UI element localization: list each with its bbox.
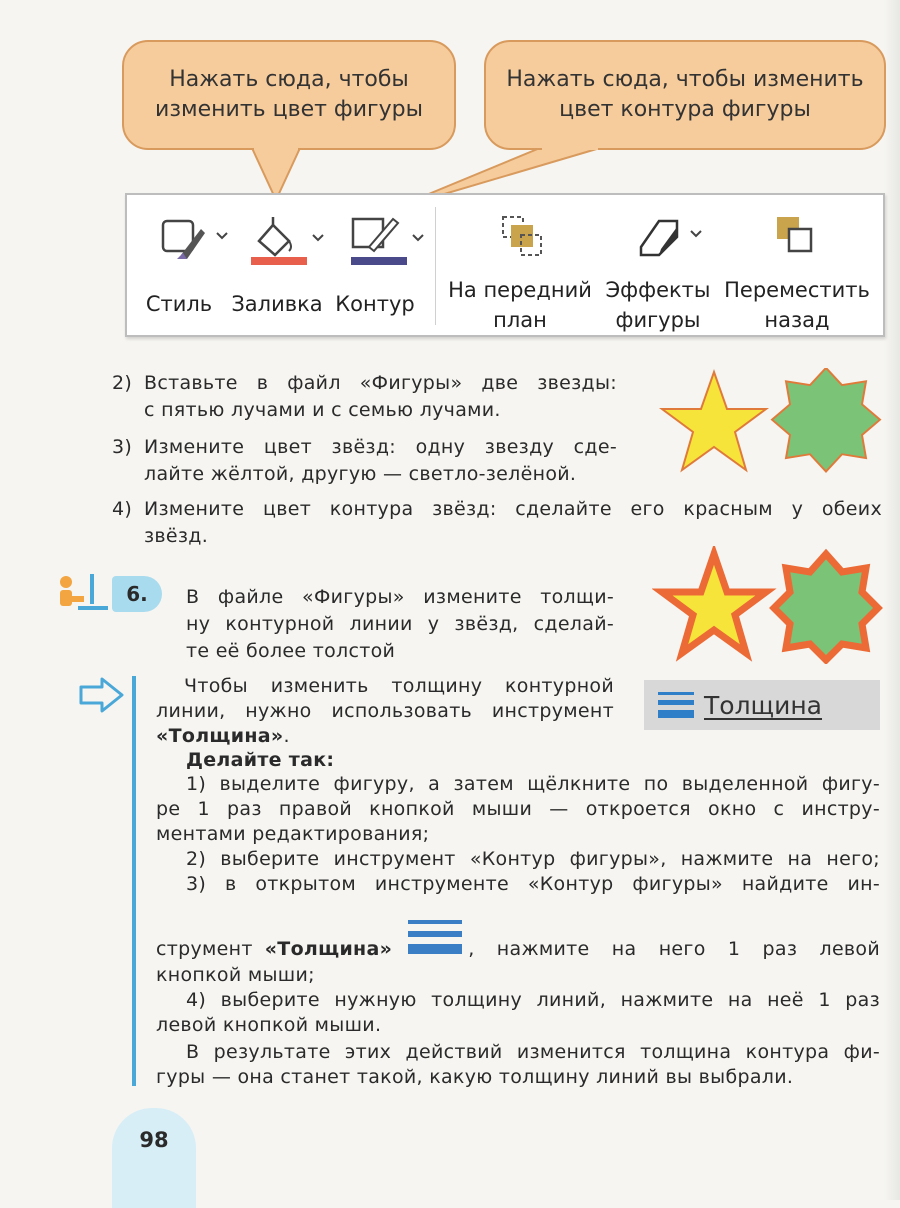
intro-paragraph <box>156 674 614 749</box>
instruction-1-line3: ментами редактирования; <box>156 823 430 845</box>
fill-label[interactable]: Заливка <box>231 292 323 316</box>
arrow-right-icon <box>78 676 126 714</box>
instruction-step-4 <box>156 988 880 1038</box>
task-number-badge: 6. <box>112 576 162 612</box>
thickness-tool-label: Толщина <box>704 690 823 720</box>
thickness-tool-badge <box>644 680 880 730</box>
outline-label[interactable]: Контур <box>335 292 415 316</box>
shape-effects-line1: Эффекты <box>605 278 711 302</box>
task-6-text <box>186 584 614 664</box>
outline-callout-line2: цвет контура фигуры <box>559 97 811 122</box>
instruction-step-3-line3 <box>156 963 880 988</box>
style-label[interactable]: Стиль <box>145 292 213 316</box>
instruction-2-text: 2) выберите инструмент «Контур фигуры», нажмите на него; <box>186 848 880 870</box>
seven-point-star-green <box>772 368 880 472</box>
step-4-line2: звёзд. <box>144 525 209 547</box>
fill-color-swatch <box>251 257 307 265</box>
instruction-step-3-line1 <box>186 872 880 897</box>
shape-effects-button[interactable] <box>635 213 715 267</box>
result-line2: гуры — она станет такой, какую толщину линий вы выбрали. <box>156 1066 794 1088</box>
fill-callout-line2: изменить цвет фигуры <box>155 97 423 122</box>
result-paragraph <box>156 1040 880 1090</box>
stars-thick-outline <box>652 546 886 664</box>
bring-to-front-icon <box>499 213 549 263</box>
shape-effects-icon <box>635 213 715 263</box>
intro-line1: Чтобы изменить толщину контурной <box>184 675 614 697</box>
do-this-heading <box>186 748 586 773</box>
fill-button[interactable] <box>249 211 329 273</box>
instruction-3-line2-end: , нажмите на него 1 раз левой <box>468 937 880 960</box>
send-backward-line2: назад <box>764 308 830 332</box>
shape-format-ribbon <box>125 193 885 337</box>
paint-bucket-icon <box>249 211 329 269</box>
step-4 <box>112 496 882 552</box>
instruction-3-line2-start: струмент <box>156 937 253 960</box>
ribbon-separator <box>435 207 436 325</box>
result-line1: В результате этих действий изменится толщина контура фи- <box>186 1041 880 1063</box>
send-backward-icon <box>773 213 823 263</box>
stars-thin-outline <box>656 368 886 478</box>
bring-to-front-line2: план <box>493 308 547 332</box>
outline-button[interactable] <box>349 211 429 273</box>
outline-callout-line1: Нажать сюда, чтобы изменить <box>506 67 864 92</box>
bring-to-front-label[interactable] <box>445 275 595 335</box>
step-3-line1: Измените цвет звёзд: одну звезду сде- <box>144 436 617 458</box>
send-backward-button[interactable] <box>773 213 823 267</box>
instruction-3-line3: кнопкой мыши; <box>156 964 315 986</box>
computer-task-icon <box>56 570 112 616</box>
seven-point-star-green-thick <box>774 554 878 660</box>
instruction-bar <box>132 676 136 1086</box>
instruction-step-1 <box>156 772 880 847</box>
intro-line2: линии, нужно использовать инструмент <box>156 700 614 722</box>
step-2 <box>112 370 617 426</box>
step-4-number: 4) <box>112 498 133 520</box>
step-2-number: 2) <box>112 372 133 394</box>
instruction-step-2 <box>186 847 880 872</box>
style-button[interactable] <box>159 215 239 269</box>
fill-callout-line1: Нажать сюда, чтобы <box>169 67 409 92</box>
page-number-tab <box>112 1108 196 1208</box>
page-number: 98 <box>139 1128 169 1152</box>
task-6-line1: В файле «Фигуры» измените толщи- <box>186 586 614 608</box>
bring-to-front-button[interactable] <box>499 213 549 267</box>
pen-outline-icon <box>349 211 429 269</box>
do-this-heading-text: Делайте так: <box>186 749 335 771</box>
instruction-3-tool-name: «Толщина» <box>264 937 393 960</box>
style-icon <box>159 215 239 265</box>
step-3-line2: лайте жёлтой, другую — светло-зелёной. <box>144 463 577 485</box>
thickness-inline-icon <box>408 918 466 964</box>
instruction-1-line1: 1) выделите фигуру, а затем щёлкните по выделенной фигу- <box>186 773 880 795</box>
instruction-1-line2: ре 1 раз правой кнопкой мыши — откроется окно с инстру- <box>156 798 880 820</box>
step-4-line1: Измените цвет контура звёзд: сделайте его красным у обеих <box>144 498 882 520</box>
intro-tool-name: «Толщина» <box>156 725 284 747</box>
shape-effects-label[interactable] <box>601 275 715 335</box>
instruction-4-line2: левой кнопкой мыши. <box>156 1014 382 1036</box>
five-point-star-yellow-thick <box>662 554 766 653</box>
send-backward-line1: Переместить <box>724 278 870 302</box>
intro-line3-end: . <box>283 725 290 747</box>
outline-color-swatch <box>351 257 407 265</box>
step-3 <box>112 434 617 490</box>
five-point-star-yellow <box>662 372 766 470</box>
send-backward-label[interactable] <box>717 275 877 335</box>
task-6-line2: ну контурной линии у звёзд, сделай- <box>186 613 614 635</box>
intro-line3 <box>156 724 614 749</box>
instruction-4-line1: 4) выберите нужную толщину линий, нажмите на неё 1 раз <box>186 989 880 1011</box>
line-thickness-icon <box>658 690 702 720</box>
step-3-number: 3) <box>112 436 133 458</box>
step-2-line2: с пятью лучами и с семью лучами. <box>144 399 501 421</box>
instruction-3-line1: 3) в открытом инструменте «Контур фигуры» найдите ин- <box>186 873 880 895</box>
step-2-line1: Вставьте в файл «Фигуры» две звезды: <box>144 372 617 394</box>
task-6-line3: те её более толстой <box>186 640 396 662</box>
shape-effects-line2: фигуры <box>615 308 701 332</box>
bring-to-front-line1: На передний <box>448 278 592 302</box>
